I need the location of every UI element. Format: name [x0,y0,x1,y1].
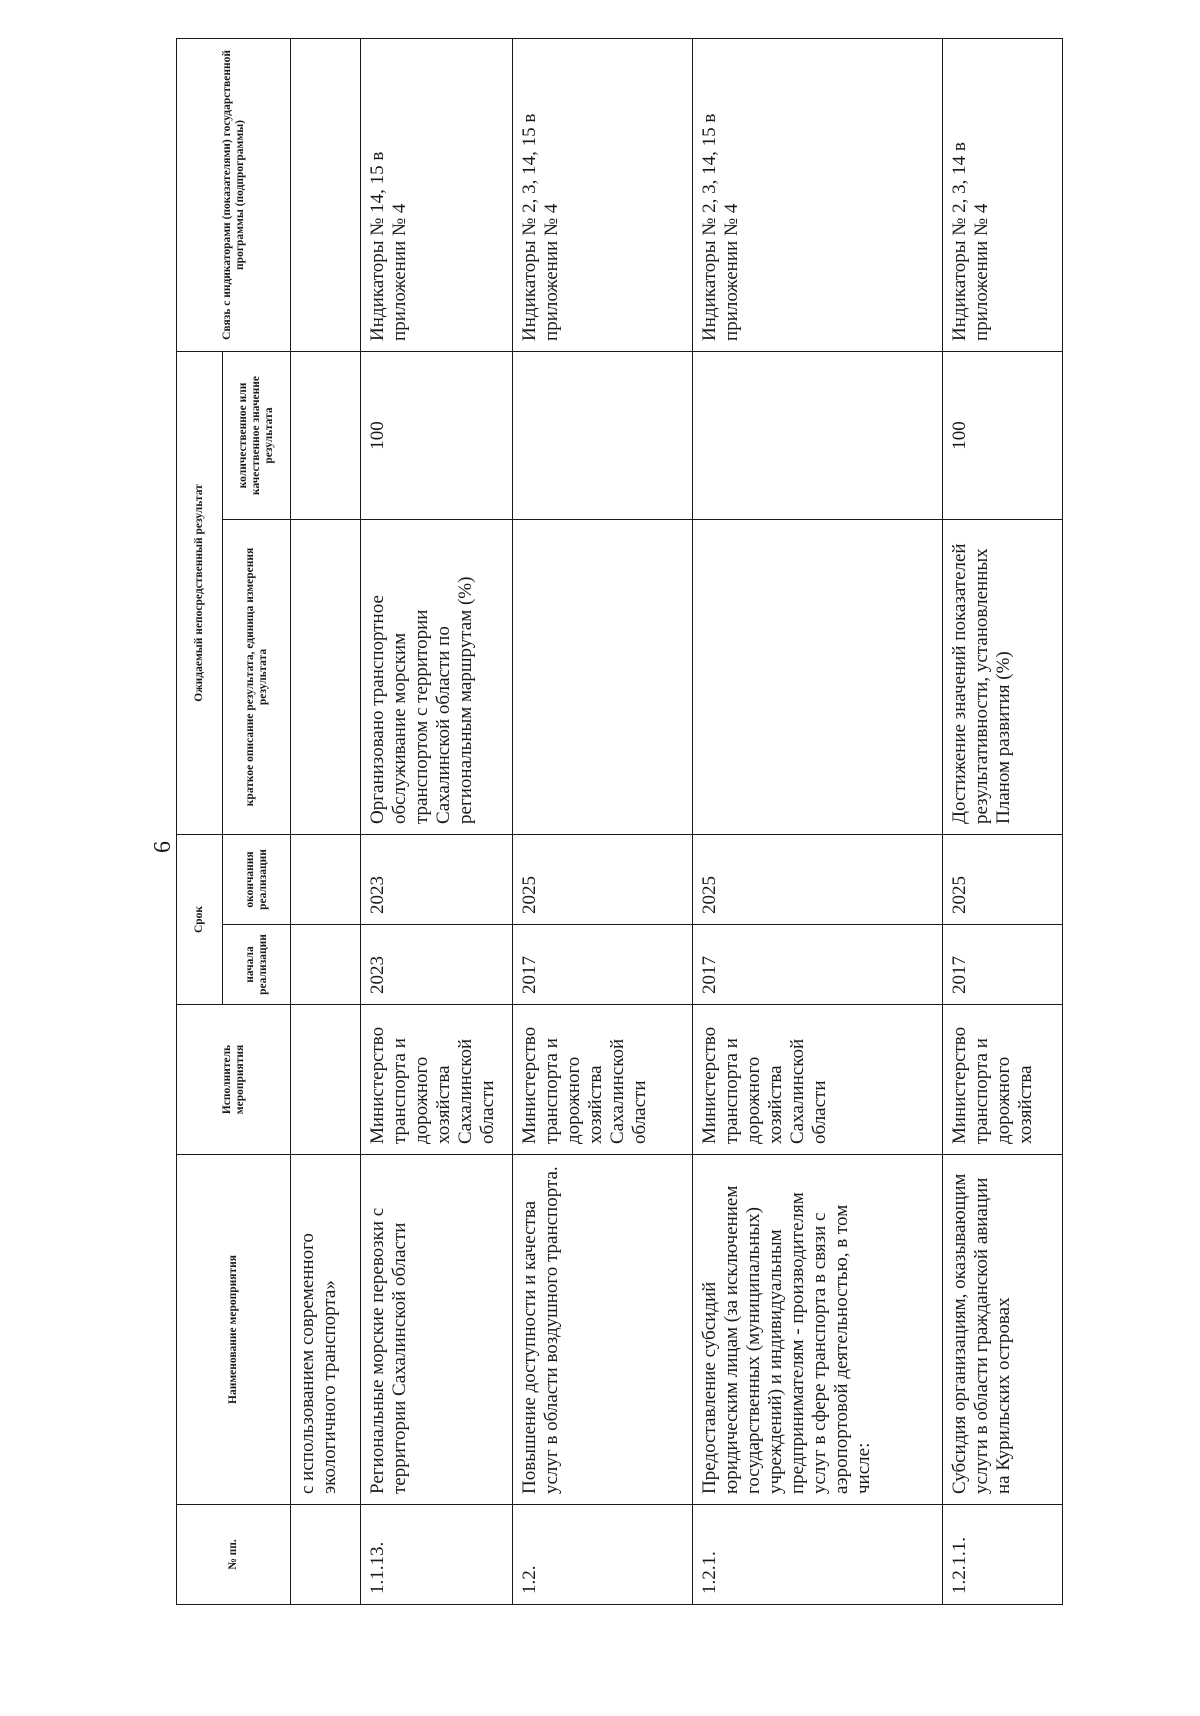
cell-value: 100 [361,351,513,519]
header-term-start: начала реализации [223,925,291,1005]
header-executor: Исполнитель мероприятия [177,1005,291,1155]
cell-executor: Министерство транспорта и дорожного хозяйства [943,1005,1063,1155]
table-row [693,38,943,1604]
cell-executor [291,1005,361,1155]
cell-link: Индикаторы № 2, 3, 14 в приложении № 4 [943,38,1063,351]
cell-desc [693,519,943,834]
cell-link: Индикаторы № 2, 3, 14, 15 в приложении № 4 [693,38,943,351]
cell-desc: Достижение значений показателей результативности, установленных Планом развития (%) [943,519,1063,834]
cell-value [291,351,361,519]
header-term: Срок [177,834,223,1004]
page-number: 6 [150,841,176,853]
cell-start: 2017 [693,925,943,1005]
cell-num: 1.2.1.1. [943,1505,1063,1605]
cell-executor: Министерство транспорта и дорожного хозяйства Сахалинской области [361,1005,513,1155]
cell-start: 2017 [943,925,1063,1005]
cell-executor: Министерство транспорта и дорожного хозяйства Сахалинской области [513,1005,693,1155]
cell-value [513,351,693,519]
cell-name: Региональные морские перевозки с территории Сахалинской области [361,1155,513,1505]
activities-table [176,38,1063,1605]
cell-desc: Организовано транспортное обслуживание морским транспортом с территории Сахалинской области по региональным маршрутам (%) [361,519,513,834]
header-link: Связь с индикаторами (показателями) государственной программы (подпрограммы) [177,38,291,351]
cell-name: Повышение доступности и качества услуг в области воздушного транспорта. [513,1155,693,1505]
header-num: № пп. [177,1505,291,1605]
cell-executor: Министерство транспорта и дорожного хозяйства Сахалинской области [693,1005,943,1155]
header-result-desc: краткое описание результата, единица измерения результата [223,519,291,834]
header-result: Ожидаемый непосредственный результат [177,351,223,834]
cell-end: 2025 [693,834,943,924]
cell-link: Индикаторы № 2, 3, 14, 15 в приложении № 4 [513,38,693,351]
cell-name: Субсидия организациям, оказывающим услуги в области гражданской авиации на Курильских островах [943,1155,1063,1505]
cell-desc [291,519,361,834]
cell-num: 1.1.13. [361,1505,513,1605]
header-result-value: количественное или качественное значение результата [223,351,291,519]
cell-value [693,351,943,519]
cell-end: 2023 [361,834,513,924]
cell-num [291,1505,361,1605]
table-row [943,38,1063,1604]
cell-start [291,925,361,1005]
cell-end [291,834,361,924]
cell-num: 1.2.1. [693,1505,943,1605]
header-row-1 [177,38,223,1604]
cell-name: с использованием современного экологичного транспорта» [291,1155,361,1505]
cell-num: 1.2. [513,1505,693,1605]
cell-desc [513,519,693,834]
header-name: Наименование мероприятия [177,1155,291,1505]
cell-start: 2017 [513,925,693,1005]
cell-start: 2023 [361,925,513,1005]
cell-end: 2025 [943,834,1063,924]
cell-link: Индикаторы № 14, 15 в приложении № 4 [361,38,513,351]
cell-name: Предоставление субсидий юридическим лицам (за исключением государственных (муниципальных) учреждений) и индивидуальным предпринимателям - производителям услуг в сфере транспорта в связи с аэропортовой деятельностью, в том числе: [693,1155,943,1505]
table-row [513,38,693,1604]
table-row [361,38,513,1604]
cell-end: 2025 [513,834,693,924]
cell-link [291,38,361,351]
cell-value: 100 [943,351,1063,519]
table-row [291,38,361,1604]
header-term-end: окончания реализации [223,834,291,924]
